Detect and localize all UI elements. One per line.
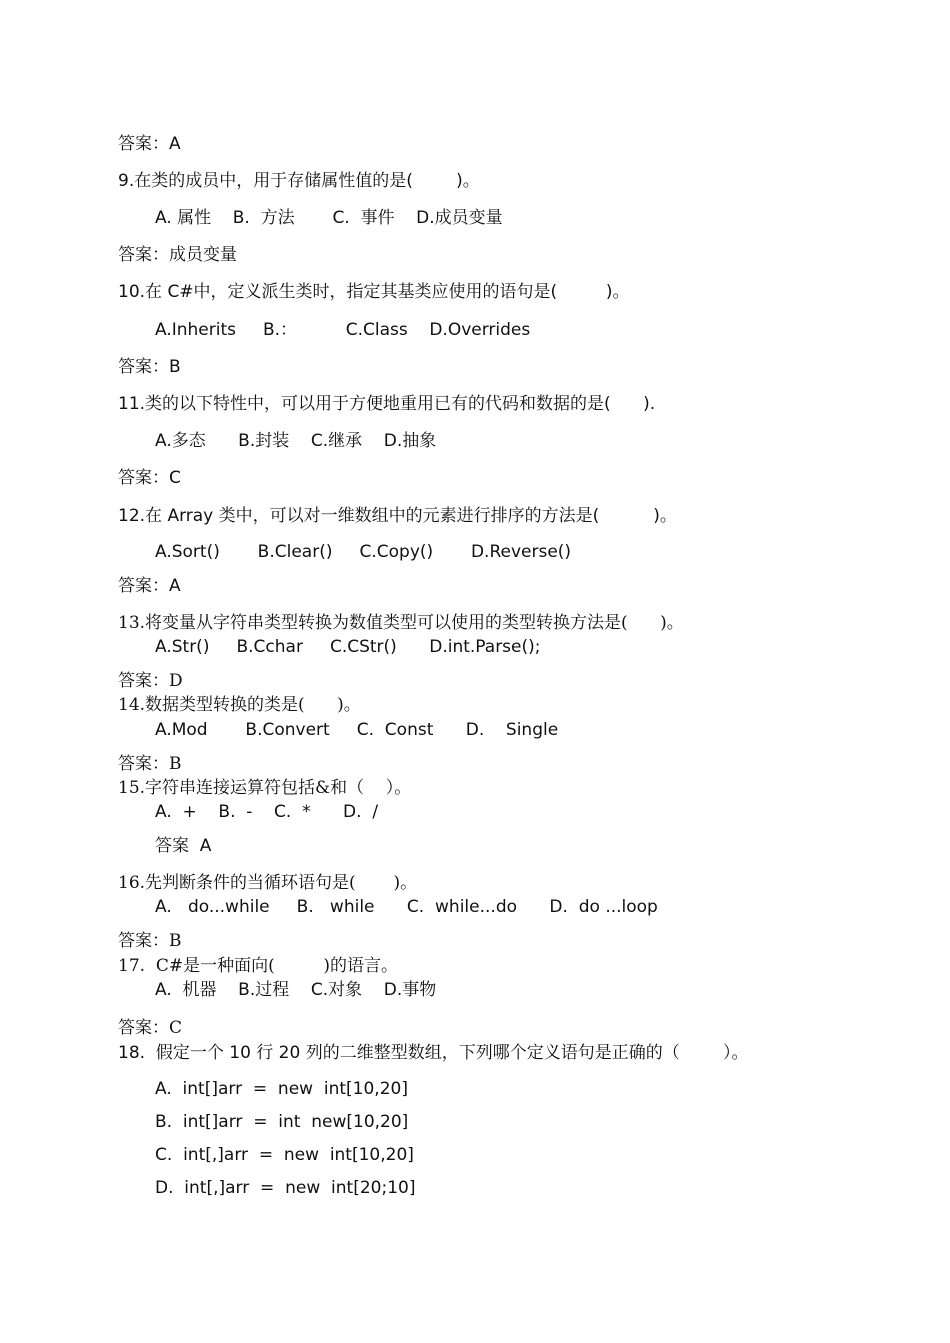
question-13: 13.将变量从字符串类型转换为数值类型可以使用的类型转换方法是( )。 bbox=[118, 613, 684, 633]
question-18: 18. 假定一个 10 行 20 列的二维整型数组，下列哪个定义语句是正确的（ ）。 bbox=[118, 1043, 749, 1063]
options-14: A.Mod B.Convert C. Const D. Single bbox=[155, 720, 559, 740]
answer-line: 答案：C bbox=[118, 468, 181, 488]
options-16: A. do...while B. while C. while...do D. do ...loop bbox=[155, 897, 658, 917]
option-18-a: A. int[]arr = new int[10,20] bbox=[155, 1079, 408, 1099]
question-14: 14.数据类型转换的类是( )。 bbox=[118, 695, 361, 715]
question-17: 17. C#是一种面向( )的语言。 bbox=[118, 956, 398, 976]
answer-line: 答案：B bbox=[118, 754, 182, 774]
question-11: 11.类的以下特性中，可以用于方便地重用已有的代码和数据的是( ). bbox=[118, 394, 656, 414]
options-13: A.Str() B.Cchar C.CStr() D.int.Parse(); bbox=[155, 637, 541, 657]
question-9: 9.在类的成员中，用于存储属性值的是( )。 bbox=[118, 171, 480, 191]
options-11: A.多态 B.封装 C.继承 D.抽象 bbox=[155, 431, 437, 451]
options-12: A.Sort() B.Clear() C.Copy() D.Reverse() bbox=[155, 542, 572, 562]
answer-line: 答案：A bbox=[118, 576, 181, 596]
answer-line: 答案：B bbox=[118, 357, 181, 377]
option-18-d: D. int[,]arr = new int[20;10] bbox=[155, 1178, 416, 1198]
question-15: 15.字符串连接运算符包括&和（ ）。 bbox=[118, 778, 412, 798]
options-17: A. 机器 B.过程 C.对象 D.事物 bbox=[155, 980, 437, 1000]
answer-line: 答案 A bbox=[155, 836, 212, 856]
option-18-c: C. int[,]arr = new int[10,20] bbox=[155, 1145, 414, 1165]
question-10: 10.在 C#中，定义派生类时，指定其基类应使用的语句是( )。 bbox=[118, 282, 630, 302]
answer-line: 答案：C bbox=[118, 1018, 183, 1038]
options-9: A. 属性 B. 方法 C. 事件 D.成员变量 bbox=[155, 208, 503, 228]
answer-line: 答案：D bbox=[118, 671, 183, 691]
option-18-b: B. int[]arr = int new[10,20] bbox=[155, 1112, 409, 1132]
options-15: A. + B. - C. * D. / bbox=[155, 802, 379, 822]
answer-line: 答案：B bbox=[118, 931, 182, 951]
question-12: 12.在 Array 类中，可以对一维数组中的元素进行排序的方法是( )。 bbox=[118, 506, 677, 526]
answer-line: 答案：成员变量 bbox=[118, 245, 237, 265]
question-16: 16.先判断条件的当循环语句是( )。 bbox=[118, 873, 418, 893]
options-10: A.Inherits B.： C.Class D.Overrides bbox=[155, 320, 531, 340]
answer-line: 答案：A bbox=[118, 134, 181, 154]
